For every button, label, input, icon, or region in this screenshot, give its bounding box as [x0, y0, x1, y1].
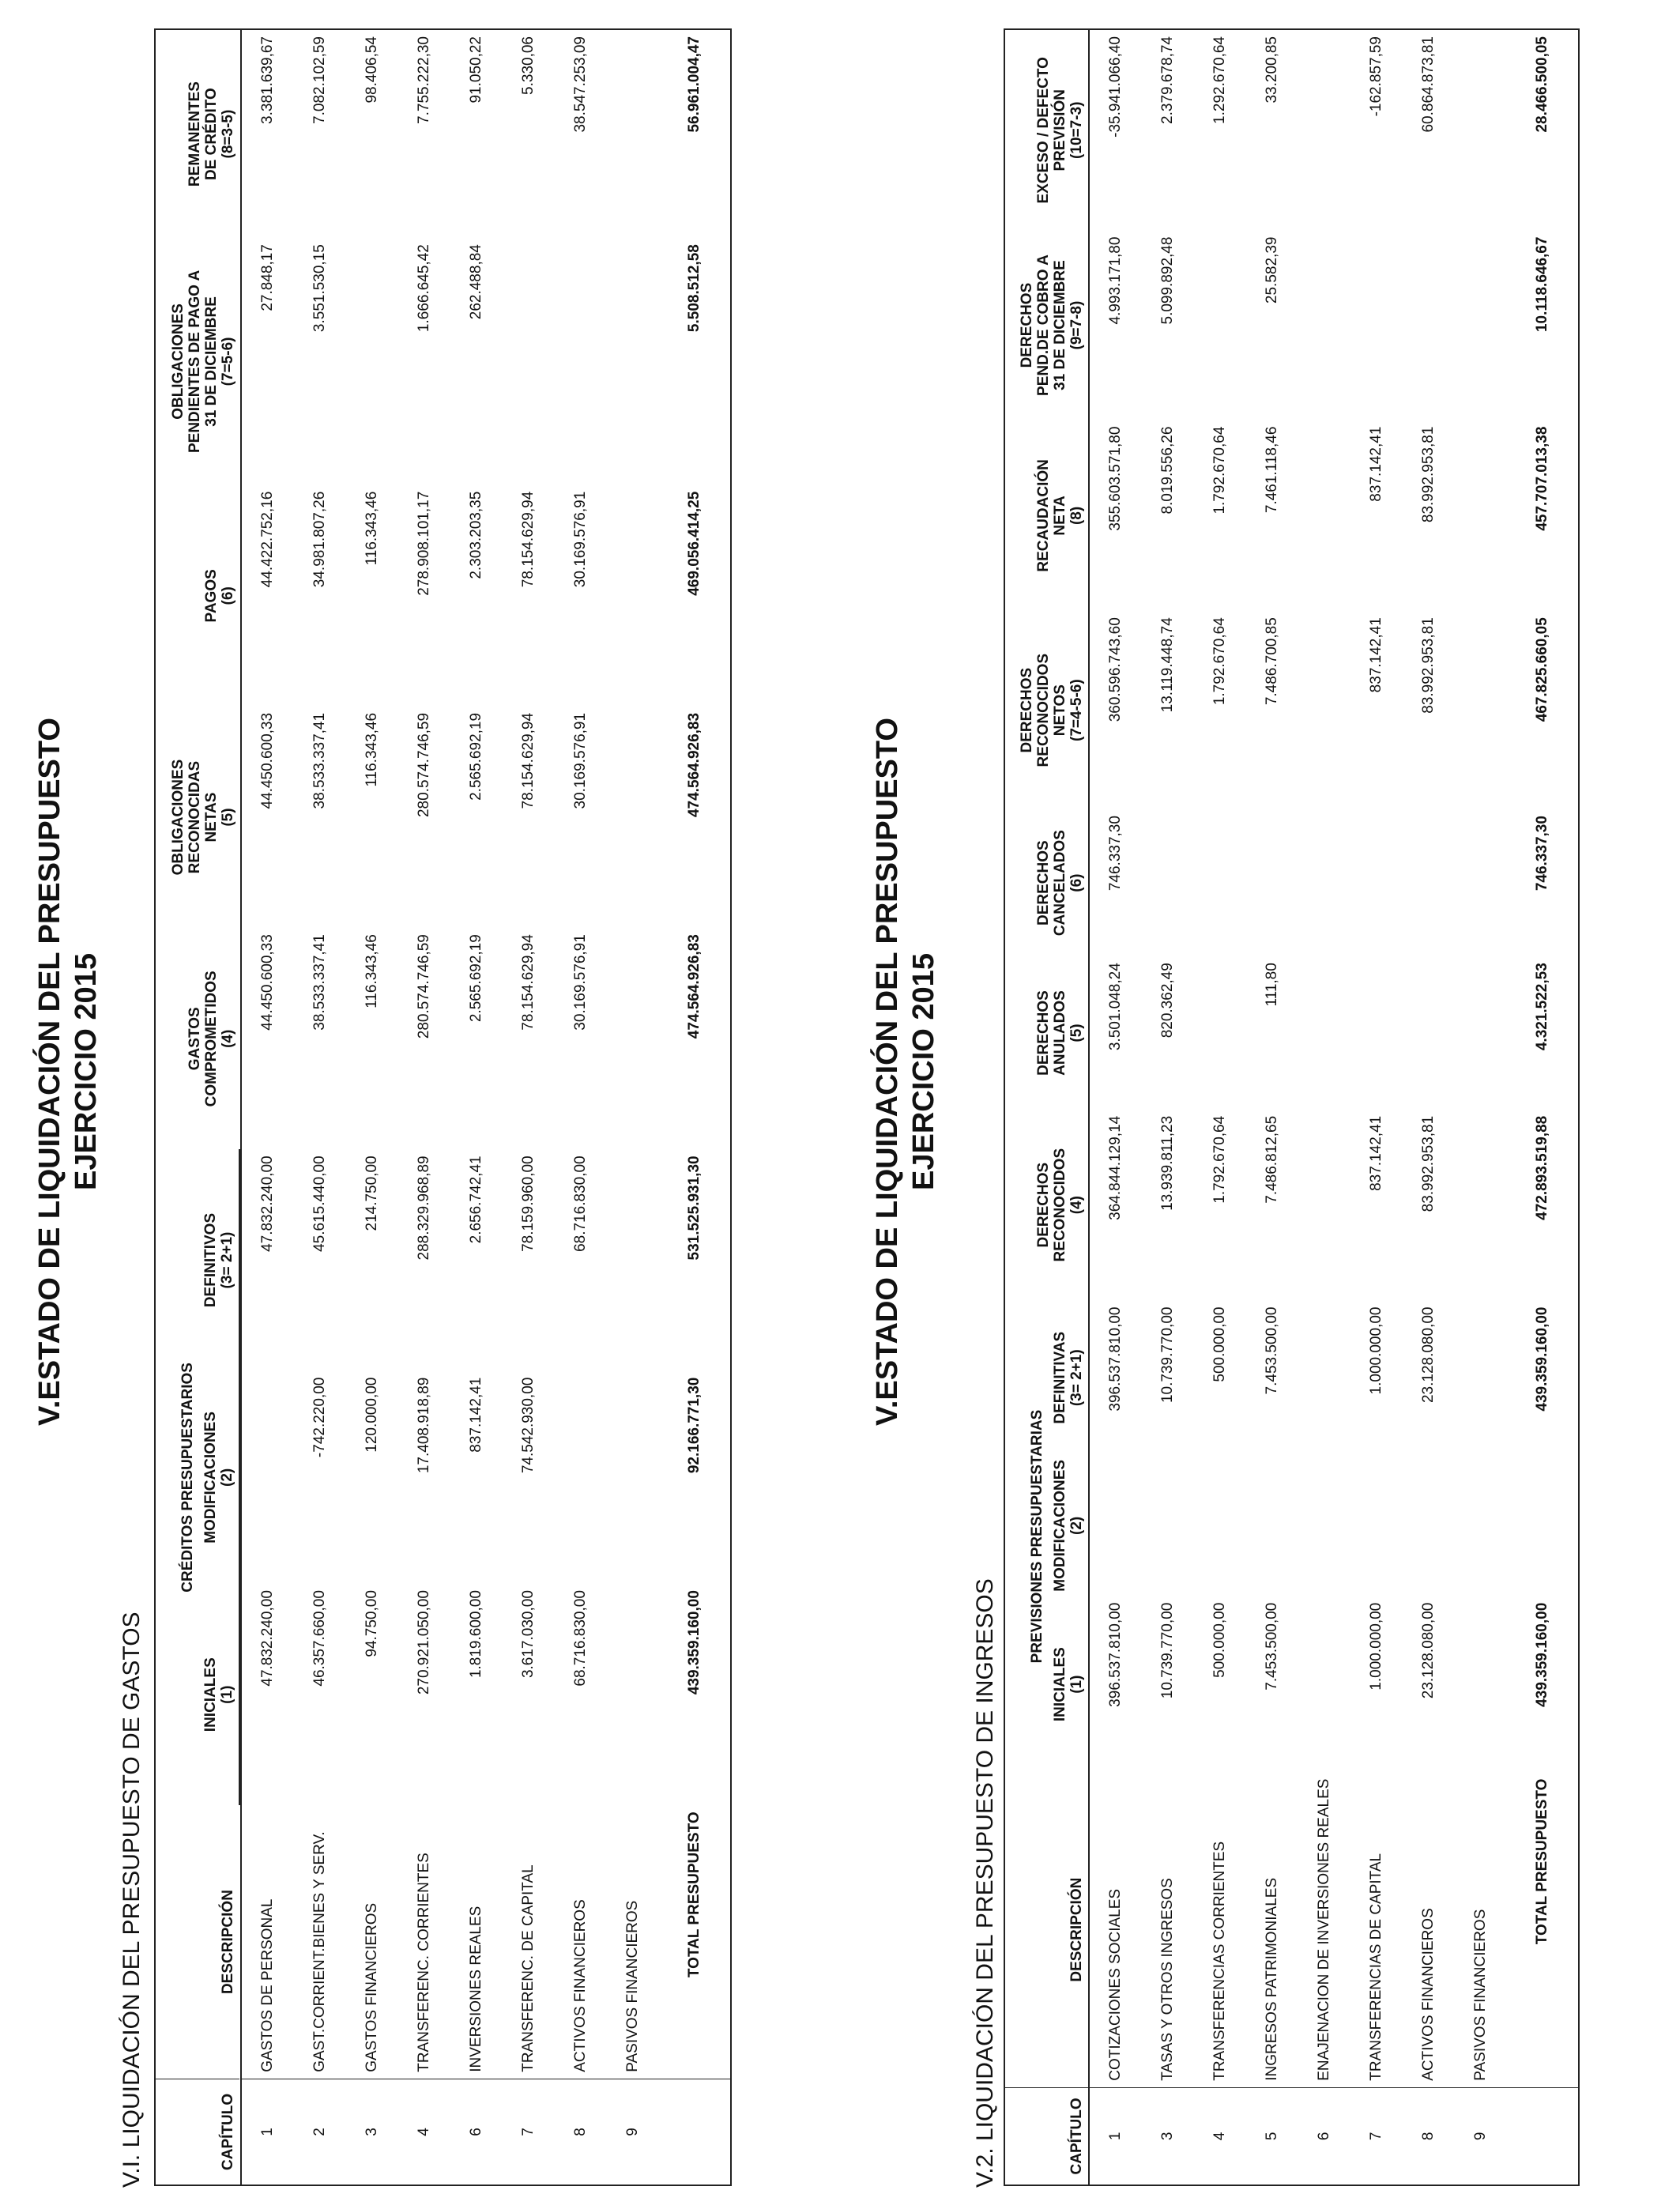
- header-exceso-defecto: EXCESO / DEFECTO PREVISIÓN (10=7-3): [1035, 57, 1085, 204]
- value-cell-c4: 83.992.953,81: [1420, 1115, 1437, 1212]
- value-cell-c8: 91.050,22: [468, 36, 484, 104]
- value-cell-c6: [607, 485, 659, 707]
- value-cell-c3: 68.716.830,00: [572, 1155, 589, 1252]
- value-cell-c1: [1455, 1596, 1507, 1773]
- header-pagos: PAGOS (6): [203, 569, 236, 623]
- value-cell-c7: [607, 238, 659, 485]
- value-cell-c8: [607, 29, 659, 238]
- header-derechos-anulados: DERECHOS ANULADOS (5): [1035, 990, 1085, 1076]
- value-cell-c10: 2.379.678,74: [1159, 36, 1176, 124]
- value-cell-c3: 7.453.500,00: [1264, 1306, 1280, 1395]
- value-cell-c1: 396.537.810,00: [1107, 1602, 1124, 1707]
- value-cell-c2: [1246, 1455, 1298, 1596]
- header-capitulo: CAPÍTULO: [1004, 2087, 1088, 2185]
- value-cell-c5: [1194, 956, 1246, 1110]
- value-cell-c6: 44.422.752,16: [259, 491, 276, 588]
- table-row: [1455, 29, 1507, 2185]
- value-cell-c10: 33.200,85: [1264, 36, 1280, 104]
- total-value-c2: [1507, 1455, 1579, 1596]
- value-cell-c5: 280.574.746,59: [416, 712, 432, 818]
- value-cell-c4: 364.844.129,14: [1107, 1115, 1124, 1220]
- table-row: [1403, 29, 1455, 2185]
- descripcion-cell: COTIZACIONES SOCIALES: [1107, 1888, 1124, 2081]
- ingresos-title: [869, 518, 942, 1625]
- value-cell-c4: 280.574.746,59: [416, 934, 432, 1039]
- total-label: TOTAL PRESUPUESTO: [1534, 1778, 1550, 1945]
- value-cell-c1: [1298, 1596, 1350, 1773]
- ingresos-table: [1004, 28, 1580, 2186]
- value-cell-c1: [607, 1584, 659, 1805]
- value-cell-c5: [1403, 956, 1455, 1110]
- header-descripcion: DESCRIPCIÓN: [220, 1890, 236, 1995]
- header-obligaciones-netas: OBLIGACIONES RECONOCIDAS NETAS (5): [170, 759, 236, 876]
- descripcion-cell: PASIVOS FINANCIEROS: [624, 1900, 641, 2072]
- value-cell-c2: 120.000,00: [363, 1377, 380, 1453]
- value-cell-c7: 7.486.700,85: [1264, 617, 1280, 706]
- value-cell-c1: 270.921.050,00: [416, 1590, 432, 1695]
- header-definitivos: DEFINITIVOS (3= 2+1): [199, 1149, 239, 1370]
- total-value-c7: 467.825.660,05: [1534, 617, 1550, 722]
- value-cell-c7: 262.488,84: [468, 244, 484, 320]
- descripcion-cell: GAST.CORRIENT.BIENES Y SERV.: [311, 1831, 328, 2072]
- value-cell-c6: [1298, 809, 1350, 956]
- total-label: TOTAL PRESUPUESTO: [686, 1811, 703, 1978]
- value-cell-c1: 94.750,00: [363, 1590, 380, 1657]
- value-cell-c6: 78.154.629,94: [520, 491, 537, 588]
- value-cell-c7: 83.992.953,81: [1420, 617, 1437, 714]
- descripcion-cell: PASIVOS FINANCIEROS: [1472, 1909, 1489, 2081]
- value-cell-c6: [1455, 809, 1507, 956]
- table-row: [241, 29, 294, 2185]
- total-row: [659, 29, 731, 2185]
- value-cell-c6: 2.303.203,35: [468, 491, 484, 579]
- capitulo-cell: 5: [1246, 2087, 1298, 2185]
- table-row: [450, 29, 503, 2185]
- header-creditos-group: CRÉDITOS PRESUPUESTARIOS: [179, 1363, 196, 1593]
- table-row: [398, 29, 450, 2185]
- value-cell-c3: 500.000,00: [1211, 1306, 1228, 1382]
- value-cell-c2: [241, 1371, 294, 1584]
- value-cell-c9: [1403, 231, 1455, 420]
- value-cell-c10: [1298, 29, 1350, 231]
- value-cell-c2: 17.408.918,89: [416, 1377, 432, 1474]
- value-cell-c1: 23.128.080,00: [1420, 1602, 1437, 1699]
- value-cell-c7: [346, 238, 398, 485]
- total-value-c1: 439.359.160,00: [686, 1590, 703, 1695]
- value-cell-c9: 25.582,39: [1264, 236, 1280, 304]
- descripcion-cell: TRANSFERENCIAS DE CAPITAL: [1368, 1853, 1384, 2081]
- gastos-title-line1: V.ESTADO DE LIQUIDACIÓN DEL PRESUPUESTO: [33, 718, 66, 1426]
- value-cell-c5: 30.169.576,91: [572, 712, 589, 809]
- value-cell-c5: 116.343,46: [363, 712, 380, 787]
- value-cell-c8: 837.142,41: [1368, 426, 1384, 502]
- value-cell-c3: [1298, 1301, 1350, 1455]
- value-cell-c10: [1455, 29, 1507, 231]
- value-cell-c7: 1.666.645,42: [416, 244, 432, 333]
- total-value-c10: 28.466.500,05: [1534, 36, 1550, 133]
- header-remanentes: REMANENTES DE CRÉDITO (8=3-5): [186, 81, 236, 187]
- capitulo-cell: 6: [450, 2079, 503, 2185]
- capitulo-cell: 6: [1298, 2087, 1350, 2185]
- descripcion-cell: TRANSFERENCIAS CORRIENTES: [1211, 1841, 1228, 2081]
- total-value-c7: 5.508.512,58: [686, 244, 703, 333]
- header-iniciales: INICIALES (1): [199, 1584, 239, 1805]
- value-cell-c2: 837.142,41: [468, 1377, 484, 1453]
- value-cell-c1: 46.357.660,00: [311, 1590, 328, 1687]
- total-value-c6: 469.056.414,25: [686, 491, 703, 596]
- value-cell-c6: [1403, 809, 1455, 956]
- value-cell-c7: [1455, 611, 1507, 809]
- value-cell-c1: 1.000.000,00: [1368, 1602, 1384, 1691]
- value-cell-c5: 78.154.629,94: [520, 712, 537, 809]
- value-cell-c1: 47.832.240,00: [259, 1590, 276, 1687]
- value-cell-c8: 8.019.556,26: [1159, 426, 1176, 515]
- value-cell-c1: 68.716.830,00: [572, 1590, 589, 1687]
- table-row: [1246, 29, 1298, 2185]
- table-row: [555, 29, 607, 2185]
- header-definitivas: DEFINITIVAS (3= 2+1): [1052, 1331, 1085, 1424]
- value-cell-c5: [1455, 956, 1507, 1110]
- descripcion-cell: ENAJENACION DE INVERSIONES REALES: [1316, 1778, 1332, 2081]
- total-capitulo-cell: [1507, 2087, 1579, 2185]
- header-modificaciones: MODIFICACIONES (2): [1052, 1459, 1085, 1592]
- value-cell-c3: [1455, 1301, 1507, 1455]
- value-cell-c6: [1194, 809, 1246, 956]
- header-recaudacion-neta: RECAUDACIÓN NETA (8): [1035, 459, 1085, 572]
- total-value-c3: 531.525.931,30: [686, 1155, 703, 1261]
- value-cell-c8: 5.330,06: [520, 36, 537, 95]
- header-previsiones-group: PREVISIONES PRESUPUESTARIAS: [1029, 1409, 1045, 1664]
- header-iniciales: INICIALES (1): [1052, 1647, 1085, 1722]
- total-value-c4: 474.564.926,83: [686, 934, 703, 1039]
- value-cell-c4: 837.142,41: [1368, 1115, 1384, 1191]
- table-row: [1350, 29, 1403, 2185]
- value-cell-c4: 44.450.600,33: [259, 934, 276, 1031]
- value-cell-c2: -742.220,00: [311, 1377, 328, 1458]
- value-cell-c4: 7.486.812,65: [1264, 1115, 1280, 1204]
- value-cell-c4: 116.343,46: [363, 934, 380, 1008]
- descripcion-cell: TASAS Y OTROS INGRESOS: [1159, 1878, 1176, 2081]
- table-row: [1089, 29, 1142, 2185]
- value-cell-c4: 13.939.811,23: [1159, 1115, 1176, 1211]
- value-cell-c7: [503, 238, 555, 485]
- value-cell-c2: [1298, 1455, 1350, 1596]
- header-pendientes-cobro: DERECHOS PEND.DE COBRO A 31 DE DICIEMBRE (9=7-8): [1019, 254, 1085, 396]
- value-cell-c10: -35.941.066,40: [1107, 36, 1124, 138]
- header-pendientes-pago: OBLIGACIONES PENDIENTES DE PAGO A 31 DE DICIEMBRE (7=5-6): [170, 270, 236, 454]
- header-derechos-netos: DERECHOS RECONOCIDOS NETOS (7=4-5-6): [1019, 653, 1085, 767]
- value-cell-c8: [1298, 420, 1350, 612]
- gastos-section-label: V.I. LIQUIDACIÓN DEL PRESUPUESTO DE GASTOS: [119, 1612, 145, 2188]
- value-cell-c7: 360.596.743,60: [1107, 617, 1124, 722]
- capitulo-cell: 7: [1350, 2087, 1403, 2185]
- value-cell-c8: 1.792.670,64: [1211, 426, 1228, 515]
- value-cell-c2: [1350, 1455, 1403, 1596]
- value-cell-c5: [607, 707, 659, 928]
- value-cell-c8: 98.406,54: [363, 36, 380, 104]
- total-value-c2: 92.166.771,30: [686, 1377, 703, 1474]
- descripcion-cell: INVERSIONES REALES: [468, 1906, 484, 2072]
- value-cell-c8: 7.755.222,30: [416, 36, 432, 124]
- value-cell-c2: [1194, 1455, 1246, 1596]
- value-cell-c7: 27.848,17: [259, 244, 276, 311]
- capitulo-cell: 2: [294, 2079, 346, 2185]
- total-value-c6: 746.337,30: [1534, 816, 1550, 892]
- value-cell-c4: 38.533.337,41: [311, 934, 328, 1031]
- value-cell-c3: 214.750,00: [363, 1155, 380, 1231]
- value-cell-c4: 30.169.576,91: [572, 934, 589, 1031]
- value-cell-c9: 5.099.892,48: [1159, 236, 1176, 325]
- value-cell-c10: 60.864.873,81: [1420, 36, 1437, 133]
- value-cell-c4: [1455, 1110, 1507, 1301]
- descripcion-cell: INGRESOS PATRIMONIALES: [1264, 1877, 1280, 2081]
- value-cell-c5: 44.450.600,33: [259, 712, 276, 809]
- value-cell-c6: 746.337,30: [1107, 816, 1124, 892]
- value-cell-c8: 7.461.118,46: [1264, 426, 1280, 514]
- value-cell-c7: [1298, 611, 1350, 809]
- capitulo-cell: 1: [1089, 2087, 1142, 2185]
- value-cell-c4: [1298, 1110, 1350, 1301]
- table-row: [1194, 29, 1246, 2185]
- capitulo-cell: 8: [1403, 2087, 1455, 2185]
- value-cell-c6: [1142, 809, 1194, 956]
- capitulo-cell: 9: [607, 2079, 659, 2185]
- value-cell-c3: 23.128.080,00: [1420, 1306, 1437, 1404]
- value-cell-c9: [1298, 231, 1350, 420]
- gastos-title-line2: EJERCICIO 2015: [70, 953, 103, 1190]
- value-cell-c3: 78.159.960,00: [520, 1155, 537, 1252]
- descripcion-cell: TRANSFERENC. CORRIENTES: [416, 1853, 432, 2072]
- table-row: [503, 29, 555, 2185]
- capitulo-cell: 4: [1194, 2087, 1246, 2185]
- value-cell-c2: [555, 1371, 607, 1584]
- table-row: [1142, 29, 1194, 2185]
- total-value-c9: 10.118.646,67: [1534, 236, 1550, 333]
- header-derechos-cancelados: DERECHOS CANCELADOS (6): [1035, 830, 1085, 937]
- value-cell-c10: -162.857,59: [1368, 36, 1384, 117]
- value-cell-c6: [1246, 809, 1298, 956]
- value-cell-c5: 38.533.337,41: [311, 712, 328, 809]
- descripcion-cell: ACTIVOS FINANCIEROS: [572, 1899, 589, 2072]
- value-cell-c3: 45.615.440,00: [311, 1155, 328, 1252]
- value-cell-c5: 3.501.048,24: [1107, 963, 1124, 1051]
- capitulo-cell: 3: [1142, 2087, 1194, 2185]
- value-cell-c2: 74.542.930,00: [520, 1377, 537, 1474]
- value-cell-c9: [1455, 231, 1507, 420]
- table-row: [1298, 29, 1350, 2185]
- value-cell-c3: 288.329.968,89: [416, 1155, 432, 1261]
- total-value-c5: 4.321.522,53: [1534, 963, 1550, 1051]
- value-cell-c5: [1298, 956, 1350, 1110]
- value-cell-c2: [1403, 1455, 1455, 1596]
- header-capitulo: CAPÍTULO: [155, 2079, 239, 2185]
- descripcion-cell: GASTOS DE PERSONAL: [259, 1898, 276, 2072]
- value-cell-c4: [607, 928, 659, 1149]
- value-cell-c1: 7.453.500,00: [1264, 1602, 1280, 1691]
- ingresos-section-label: V.2. LIQUIDACIÓN DEL PRESUPUESTO DE INGRESOS: [972, 1578, 998, 2188]
- value-cell-c5: [1350, 956, 1403, 1110]
- value-cell-c1: 3.617.030,00: [520, 1590, 537, 1679]
- header-gastos-comprometidos: GASTOS COMPROMETIDOS (4): [186, 971, 236, 1107]
- total-row: [1507, 29, 1579, 2185]
- value-cell-c6: 116.343,46: [363, 491, 380, 566]
- value-cell-c4: 1.792.670,64: [1211, 1115, 1228, 1204]
- capitulo-cell: 9: [1455, 2087, 1507, 2185]
- capitulo-cell: 1: [241, 2079, 294, 2185]
- value-cell-c7: 837.142,41: [1368, 617, 1384, 693]
- total-capitulo-cell: [659, 2079, 731, 2185]
- ingresos-title-line2: EJERCICIO 2015: [907, 953, 940, 1190]
- table-row: [607, 29, 659, 2185]
- value-cell-c2: [607, 1371, 659, 1584]
- capitulo-cell: 7: [503, 2079, 555, 2185]
- table-row: [346, 29, 398, 2185]
- value-cell-c2: [1089, 1455, 1142, 1596]
- total-value-c8: 56.961.004,47: [686, 36, 703, 133]
- descripcion-cell: TRANSFERENC. DE CAPITAL: [520, 1864, 537, 2072]
- value-cell-c7: 1.792.670,64: [1211, 617, 1228, 706]
- ingresos-title-line1: V.ESTADO DE LIQUIDACIÓN DEL PRESUPUESTO: [871, 718, 904, 1426]
- value-cell-c10: 1.292.670,64: [1211, 36, 1228, 124]
- value-cell-c3: 396.537.810,00: [1107, 1306, 1124, 1412]
- total-value-c4: 472.893.519,88: [1534, 1115, 1550, 1220]
- value-cell-c2: [1455, 1455, 1507, 1596]
- value-cell-c4: 78.154.629,94: [520, 934, 537, 1031]
- value-cell-c8: 355.603.571,80: [1107, 426, 1124, 531]
- value-cell-c7: [555, 238, 607, 485]
- value-cell-c6: [1350, 809, 1403, 956]
- value-cell-c6: 34.981.807,26: [311, 491, 328, 588]
- value-cell-c1: 10.739.770,00: [1159, 1602, 1176, 1699]
- value-cell-c3: 47.832.240,00: [259, 1155, 276, 1252]
- value-cell-c5: 820.362,49: [1159, 963, 1176, 1039]
- value-cell-c9: 4.993.171,80: [1107, 236, 1124, 325]
- value-cell-c8: 3.381.639,67: [259, 36, 276, 124]
- value-cell-c3: 10.739.770,00: [1159, 1306, 1176, 1404]
- value-cell-c1: 500.000,00: [1211, 1602, 1228, 1678]
- gastos-title: [32, 518, 104, 1625]
- value-cell-c1: 1.819.600,00: [468, 1590, 484, 1679]
- value-cell-c6: 278.908.101,17: [416, 491, 432, 596]
- descripcion-cell: GASTOS FINANCIEROS: [363, 1902, 380, 2072]
- total-value-c1: 439.359.160,00: [1534, 1602, 1550, 1707]
- value-cell-c6: 30.169.576,91: [572, 491, 589, 588]
- value-cell-c2: [1142, 1455, 1194, 1596]
- total-value-c8: 457.707.013,38: [1534, 426, 1550, 531]
- total-value-c5: 474.564.926,83: [686, 712, 703, 818]
- value-cell-c3: 2.656.742,41: [468, 1155, 484, 1244]
- value-cell-c5: 111,80: [1264, 963, 1280, 1007]
- value-cell-c3: 1.000.000,00: [1368, 1306, 1384, 1395]
- gastos-table: [154, 28, 732, 2186]
- value-cell-c9: [1194, 231, 1246, 420]
- value-cell-c7: 3.551.530,15: [311, 244, 328, 333]
- value-cell-c4: 2.565.692,19: [468, 934, 484, 1023]
- value-cell-c8: [1455, 420, 1507, 612]
- value-cell-c8: 83.992.953,81: [1420, 426, 1437, 523]
- capitulo-cell: 3: [346, 2079, 398, 2185]
- value-cell-c7: 13.119.448,74: [1159, 617, 1176, 713]
- capitulo-cell: 4: [398, 2079, 450, 2185]
- capitulo-cell: 8: [555, 2079, 607, 2185]
- header-modificaciones: MODIFICACIONES (2): [199, 1371, 239, 1584]
- value-cell-c8: 38.547.253,09: [572, 36, 589, 133]
- total-value-c3: 439.359.160,00: [1534, 1306, 1550, 1412]
- table-row: [294, 29, 346, 2185]
- value-cell-c5: 2.565.692,19: [468, 712, 484, 801]
- value-cell-c9: [1350, 231, 1403, 420]
- value-cell-c8: 7.082.102,59: [311, 36, 328, 124]
- header-descripcion: DESCRIPCIÓN: [1068, 1877, 1085, 1982]
- descripcion-cell: ACTIVOS FINANCIEROS: [1420, 1908, 1437, 2081]
- value-cell-c3: [607, 1149, 659, 1370]
- header-derechos-reconocidos: DERECHOS RECONOCIDOS (4): [1035, 1148, 1085, 1262]
